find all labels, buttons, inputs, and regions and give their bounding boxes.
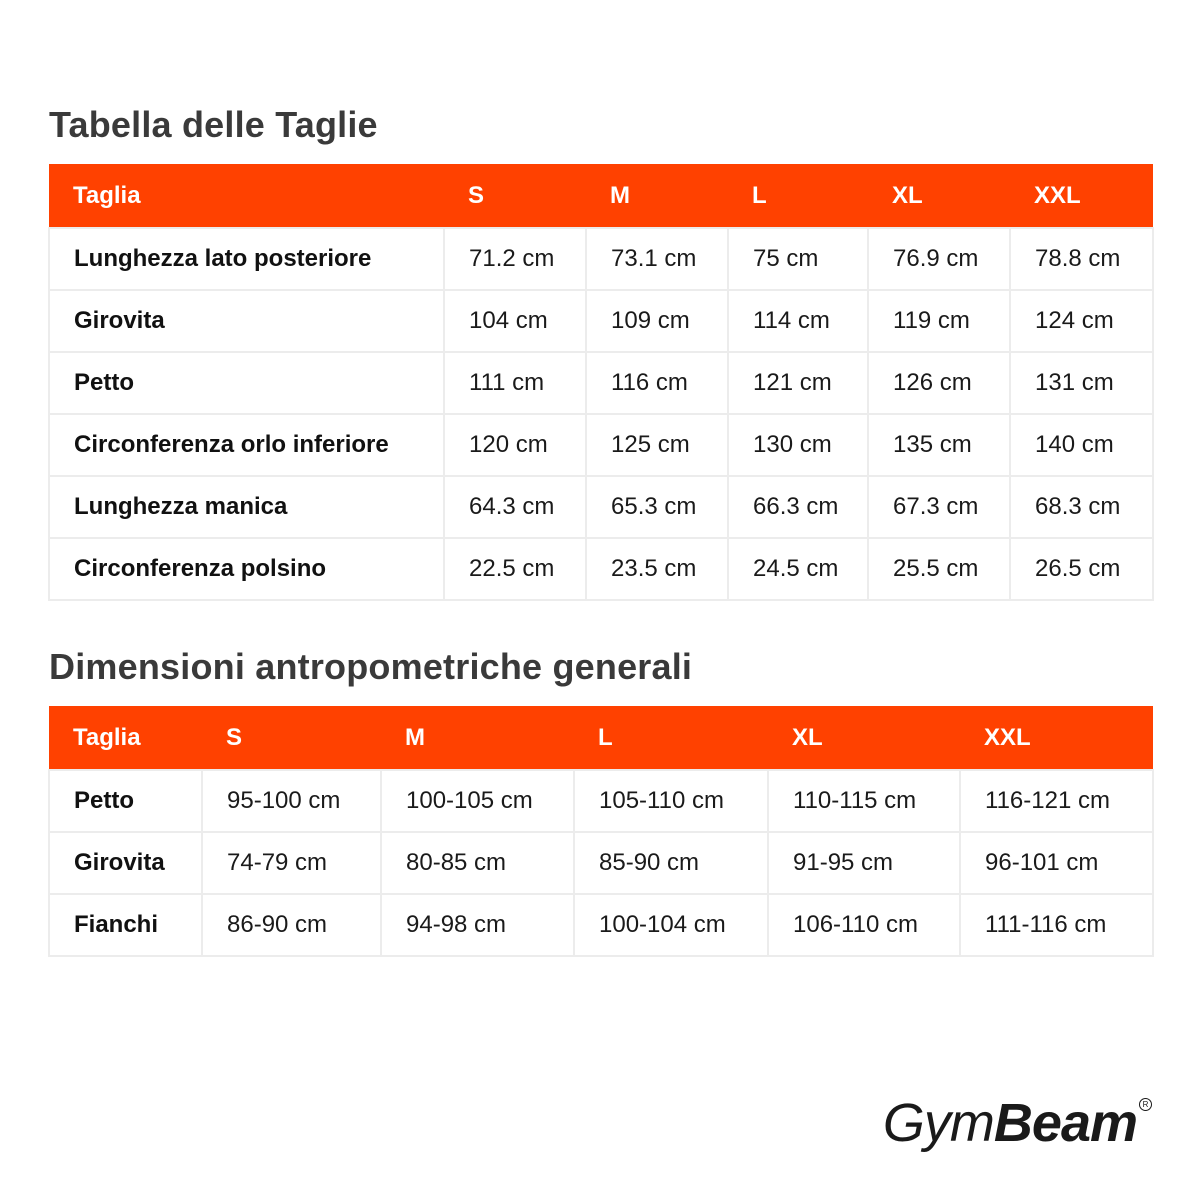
- table-cell: 22.5 cm: [444, 538, 586, 600]
- table-cell: 24.5 cm: [728, 538, 868, 600]
- table-row: [49, 290, 1153, 352]
- table-cell: 109 cm: [586, 290, 728, 352]
- table-cell: 131 cm: [1010, 352, 1153, 414]
- header-cell-xl: XL: [768, 706, 960, 770]
- table-cell: 100-104 cm: [574, 894, 768, 956]
- table-header-row: [49, 164, 1153, 228]
- table-row: [49, 352, 1153, 414]
- table-cell: 94-98 cm: [381, 894, 574, 956]
- row-label: Circonferenza polsino: [49, 538, 444, 600]
- gymbeam-logo: [883, 1092, 1152, 1154]
- table-cell: 95-100 cm: [202, 770, 381, 832]
- table-cell: 86-90 cm: [202, 894, 381, 956]
- table-cell: 75 cm: [728, 228, 868, 290]
- header-cell-l: L: [574, 706, 768, 770]
- header-cell-size: Taglia: [49, 706, 202, 770]
- header-cell-l: L: [728, 164, 868, 228]
- table-cell: 100-105 cm: [381, 770, 574, 832]
- header-cell-m: M: [586, 164, 728, 228]
- logo-beam-text: Beam: [993, 1093, 1137, 1153]
- table-cell: 120 cm: [444, 414, 586, 476]
- header-cell-xxl: XXL: [1010, 164, 1153, 228]
- table-cell: 25.5 cm: [868, 538, 1010, 600]
- table-cell: 68.3 cm: [1010, 476, 1153, 538]
- header-cell-xl: XL: [868, 164, 1010, 228]
- header-cell-m: M: [381, 706, 574, 770]
- header-cell-size: Taglia: [49, 164, 444, 228]
- table-cell: 114 cm: [728, 290, 868, 352]
- table-cell: 111-116 cm: [960, 894, 1153, 956]
- row-label: Petto: [49, 770, 202, 832]
- table-cell: 116-121 cm: [960, 770, 1153, 832]
- table-cell: 64.3 cm: [444, 476, 586, 538]
- size-chart-table: [48, 164, 1154, 601]
- table-cell: 23.5 cm: [586, 538, 728, 600]
- table-cell: 140 cm: [1010, 414, 1153, 476]
- table-cell: 121 cm: [728, 352, 868, 414]
- table-cell: 135 cm: [868, 414, 1010, 476]
- header-cell-xxl: XXL: [960, 706, 1153, 770]
- table-cell: 104 cm: [444, 290, 586, 352]
- table-row: [49, 414, 1153, 476]
- table-cell: 106-110 cm: [768, 894, 960, 956]
- table-cell: 111 cm: [444, 352, 586, 414]
- table-cell: 85-90 cm: [574, 832, 768, 894]
- table-cell: 73.1 cm: [586, 228, 728, 290]
- row-label: Fianchi: [49, 894, 202, 956]
- table-row: [49, 770, 1153, 832]
- table-row: [49, 894, 1153, 956]
- row-label: Petto: [49, 352, 444, 414]
- table-cell: 125 cm: [586, 414, 728, 476]
- header-cell-s: S: [202, 706, 381, 770]
- table-cell: 74-79 cm: [202, 832, 381, 894]
- table-cell: 80-85 cm: [381, 832, 574, 894]
- table-row: [49, 476, 1153, 538]
- table-cell: 76.9 cm: [868, 228, 1010, 290]
- table-cell: 130 cm: [728, 414, 868, 476]
- table-cell: 124 cm: [1010, 290, 1153, 352]
- table-row: [49, 228, 1153, 290]
- table-cell: 96-101 cm: [960, 832, 1153, 894]
- table-cell: 116 cm: [586, 352, 728, 414]
- table-cell: 126 cm: [868, 352, 1010, 414]
- header-cell-s: S: [444, 164, 586, 228]
- table-cell: 67.3 cm: [868, 476, 1010, 538]
- table-cell: 26.5 cm: [1010, 538, 1153, 600]
- table-cell: 78.8 cm: [1010, 228, 1153, 290]
- row-label: Circonferenza orlo inferiore: [49, 414, 444, 476]
- table-cell: 119 cm: [868, 290, 1010, 352]
- row-label: Girovita: [49, 290, 444, 352]
- registered-trademark-icon: R: [1139, 1098, 1152, 1111]
- row-label: Lunghezza manica: [49, 476, 444, 538]
- size-chart-title: Tabella delle Taglie: [49, 104, 378, 145]
- logo-gym-text: Gym: [882, 1093, 994, 1153]
- table-cell: 91-95 cm: [768, 832, 960, 894]
- table-cell: 66.3 cm: [728, 476, 868, 538]
- table-cell: 110-115 cm: [768, 770, 960, 832]
- table-cell: 71.2 cm: [444, 228, 586, 290]
- body-measurements-title: Dimensioni antropometriche generali: [49, 646, 693, 687]
- table-header-row: [49, 706, 1153, 770]
- row-label: Girovita: [49, 832, 202, 894]
- table-row: [49, 832, 1153, 894]
- table-row: [49, 538, 1153, 600]
- table-cell: 65.3 cm: [586, 476, 728, 538]
- body-measurements-table: [48, 706, 1154, 957]
- row-label: Lunghezza lato posteriore: [49, 228, 444, 290]
- table-cell: 105-110 cm: [574, 770, 768, 832]
